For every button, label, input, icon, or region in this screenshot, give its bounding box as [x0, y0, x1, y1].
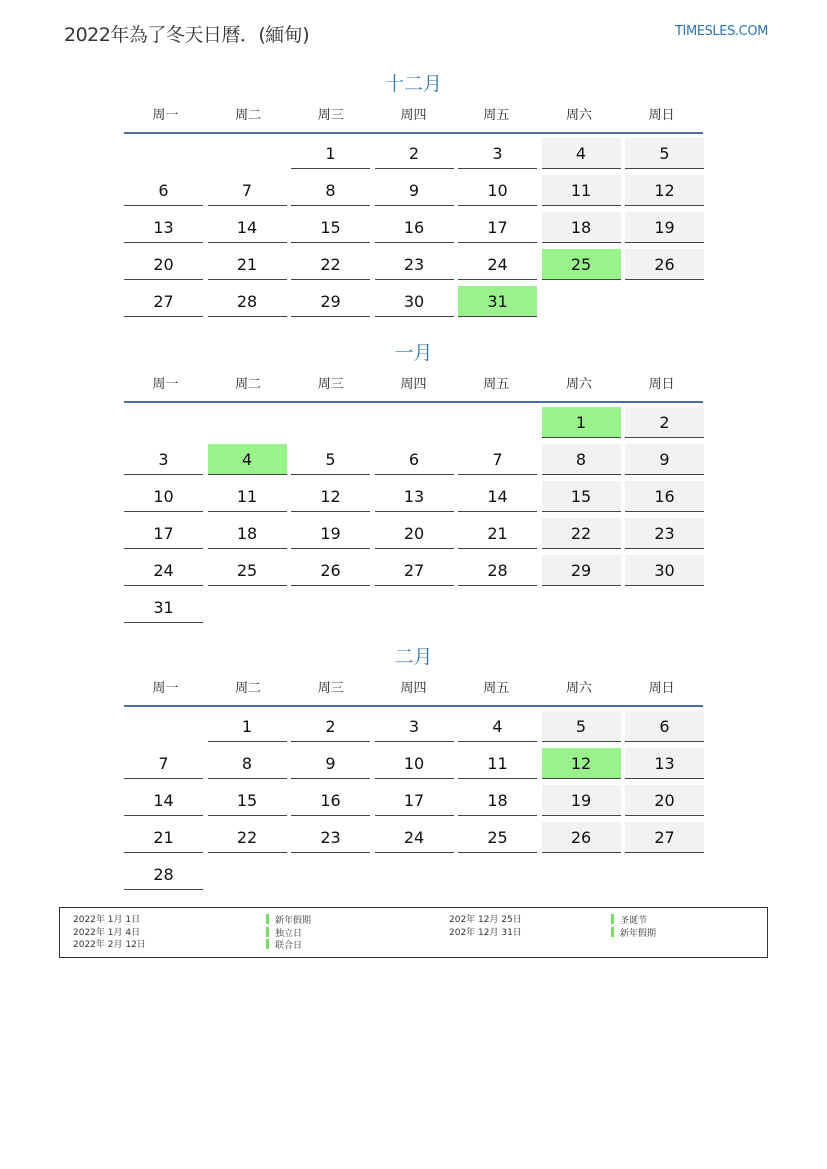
- day-cell: 24: [375, 822, 454, 853]
- legend-item: [266, 927, 311, 940]
- day-cell: 8: [542, 444, 621, 475]
- day-cell: 12: [542, 748, 621, 779]
- day-cell: 8: [208, 748, 287, 779]
- weekday-header: [124, 677, 703, 701]
- weekday-label: 周五: [483, 377, 510, 392]
- day-cell: 21: [458, 518, 537, 549]
- day-cell: 30: [625, 555, 704, 586]
- legend-item: [266, 914, 311, 927]
- day-cell: 29: [291, 286, 370, 317]
- day-cell: 21: [124, 822, 203, 853]
- day-cell: 4: [458, 711, 537, 742]
- weekday-label: 周五: [483, 681, 510, 696]
- day-cell: 28: [458, 555, 537, 586]
- day-cell: 1: [208, 711, 287, 742]
- month-title: 一月: [394, 342, 433, 364]
- legend-date: 202年 12月 31日: [449, 927, 522, 938]
- day-cell: 20: [625, 785, 704, 816]
- day-cell: 9: [291, 748, 370, 779]
- day-grid: [124, 407, 703, 623]
- holiday-marker: [266, 914, 269, 924]
- day-cell: 3: [375, 711, 454, 742]
- day-cell: 22: [291, 249, 370, 280]
- day-cell: 15: [542, 481, 621, 512]
- day-grid: [124, 711, 703, 890]
- empty-day-cell: [124, 711, 203, 741]
- day-cell: 23: [625, 518, 704, 549]
- day-cell: 27: [375, 555, 454, 586]
- weekday-label: 周一: [152, 108, 179, 123]
- day-cell: 14: [208, 212, 287, 243]
- empty-day-cell: [208, 407, 287, 437]
- legend-name: 新年假期: [275, 916, 312, 926]
- holiday-legend: [59, 907, 768, 958]
- day-cell: 16: [625, 481, 704, 512]
- legend-name: 独立日: [275, 928, 303, 939]
- day-cell: 26: [291, 555, 370, 586]
- day-cell: 26: [625, 249, 704, 280]
- day-cell: 9: [375, 175, 454, 206]
- day-cell: 1: [291, 138, 370, 169]
- day-cell: 22: [542, 518, 621, 549]
- header-divider: [124, 705, 703, 707]
- legend-item: [266, 939, 311, 952]
- holiday-marker: [266, 939, 269, 949]
- day-cell: 18: [458, 785, 537, 816]
- day-cell: 5: [542, 711, 621, 742]
- weekday-label: 周四: [400, 108, 427, 123]
- day-cell: 19: [542, 785, 621, 816]
- weekday-label: 周三: [317, 377, 344, 392]
- empty-day-cell: [458, 407, 537, 437]
- day-cell: 7: [124, 748, 203, 779]
- day-cell: 11: [458, 748, 537, 779]
- weekday-header: [124, 104, 703, 128]
- day-cell: 19: [625, 212, 704, 243]
- weekday-label: 周六: [565, 377, 592, 392]
- day-cell: 10: [124, 481, 203, 512]
- month-title: 二月: [394, 646, 433, 668]
- day-cell: 5: [625, 138, 704, 169]
- page-title: 2022年為了冬天日曆．(緬甸): [64, 24, 310, 46]
- legend-item: [611, 914, 656, 927]
- day-cell: 20: [375, 518, 454, 549]
- day-cell: 9: [625, 444, 704, 475]
- weekday-label: 周四: [400, 377, 427, 392]
- empty-day-cell: [291, 407, 370, 437]
- weekday-label: 周日: [648, 377, 675, 392]
- day-cell: 23: [375, 249, 454, 280]
- day-cell: 13: [625, 748, 704, 779]
- day-cell: 27: [124, 286, 203, 317]
- weekday-label: 周二: [235, 108, 262, 123]
- day-grid: [124, 138, 703, 317]
- day-cell: 7: [208, 175, 287, 206]
- day-cell: 29: [542, 555, 621, 586]
- day-cell: 25: [542, 249, 621, 280]
- empty-day-cell: [208, 138, 287, 168]
- legend-date: 2022年 1月 1日: [73, 915, 141, 925]
- day-cell: 2: [625, 407, 704, 438]
- legend-name: 联合日: [275, 941, 303, 951]
- day-cell: 8: [291, 175, 370, 206]
- day-cell: 12: [291, 481, 370, 512]
- day-cell: 1: [542, 407, 621, 438]
- day-cell: 30: [375, 286, 454, 317]
- day-cell: 28: [208, 286, 287, 317]
- weekday-label: 周二: [235, 681, 262, 696]
- day-cell: 6: [124, 175, 203, 206]
- day-cell: 13: [375, 481, 454, 512]
- day-cell: 17: [124, 518, 203, 549]
- day-cell: 14: [124, 785, 203, 816]
- weekday-label: 周三: [317, 108, 344, 123]
- day-cell: 26: [542, 822, 621, 853]
- day-cell: 18: [542, 212, 621, 243]
- day-cell: 12: [625, 175, 704, 206]
- day-cell: 14: [458, 481, 537, 512]
- day-cell: 13: [124, 212, 203, 243]
- weekday-label: 周二: [235, 377, 262, 392]
- legend-name: 新年假期: [620, 928, 657, 939]
- day-cell: 17: [375, 785, 454, 816]
- day-cell: 16: [291, 785, 370, 816]
- header-divider: [124, 132, 703, 134]
- day-cell: 11: [542, 175, 621, 206]
- holiday-marker: [266, 927, 269, 937]
- empty-day-cell: [124, 407, 203, 437]
- day-cell: 20: [124, 249, 203, 280]
- day-cell: 4: [542, 138, 621, 169]
- day-cell: 15: [208, 785, 287, 816]
- month-january: [124, 339, 703, 623]
- day-cell: 4: [208, 444, 287, 475]
- site-link[interactable]: TIMESLES.COM: [674, 24, 768, 39]
- legend-name: 圣诞节: [620, 916, 648, 926]
- weekday-label: 周三: [317, 681, 344, 696]
- weekday-header: [124, 373, 703, 397]
- empty-day-cell: [124, 138, 203, 168]
- day-cell: 22: [208, 822, 287, 853]
- legend-date: 2022年 1月 4日: [73, 927, 141, 938]
- day-cell: 24: [458, 249, 537, 280]
- legend-date: 202年 12月 25日: [449, 915, 522, 925]
- day-cell: 2: [291, 711, 370, 742]
- day-cell: 6: [375, 444, 454, 475]
- day-cell: 10: [458, 175, 537, 206]
- legend-date: 2022年 2月 12日: [73, 940, 146, 950]
- day-cell: 27: [625, 822, 704, 853]
- day-cell: 3: [458, 138, 537, 169]
- day-cell: 3: [124, 444, 203, 475]
- day-cell: 21: [208, 249, 287, 280]
- day-cell: 11: [208, 481, 287, 512]
- day-cell: 6: [625, 711, 704, 742]
- day-cell: 10: [375, 748, 454, 779]
- empty-day-cell: [375, 407, 454, 437]
- day-cell: 31: [458, 286, 537, 317]
- weekday-label: 周六: [565, 108, 592, 123]
- header-divider: [124, 401, 703, 403]
- holiday-marker: [611, 927, 614, 937]
- weekday-label: 周四: [400, 681, 427, 696]
- day-cell: 15: [291, 212, 370, 243]
- holiday-marker: [611, 914, 614, 924]
- day-cell: 23: [291, 822, 370, 853]
- day-cell: 18: [208, 518, 287, 549]
- day-cell: 5: [291, 444, 370, 475]
- legend-names-right: [611, 914, 656, 939]
- month-december: [124, 70, 703, 317]
- weekday-label: 周一: [152, 681, 179, 696]
- weekday-label: 周五: [483, 108, 510, 123]
- day-cell: 25: [208, 555, 287, 586]
- weekday-label: 周日: [648, 681, 675, 696]
- month-title: 十二月: [384, 73, 442, 95]
- day-cell: 28: [124, 859, 203, 890]
- day-cell: 31: [124, 592, 203, 623]
- weekday-label: 周日: [648, 108, 675, 123]
- day-cell: 7: [458, 444, 537, 475]
- legend-dates-right: [449, 914, 522, 939]
- weekday-label: 周一: [152, 377, 179, 392]
- day-cell: 16: [375, 212, 454, 243]
- day-cell: 17: [458, 212, 537, 243]
- legend-item: [611, 927, 656, 940]
- day-cell: 19: [291, 518, 370, 549]
- weekday-label: 周六: [565, 681, 592, 696]
- month-february: [124, 643, 703, 890]
- legend-names-left: [266, 914, 311, 952]
- legend-dates-left: [73, 914, 146, 952]
- day-cell: 25: [458, 822, 537, 853]
- day-cell: 24: [124, 555, 203, 586]
- day-cell: 2: [375, 138, 454, 169]
